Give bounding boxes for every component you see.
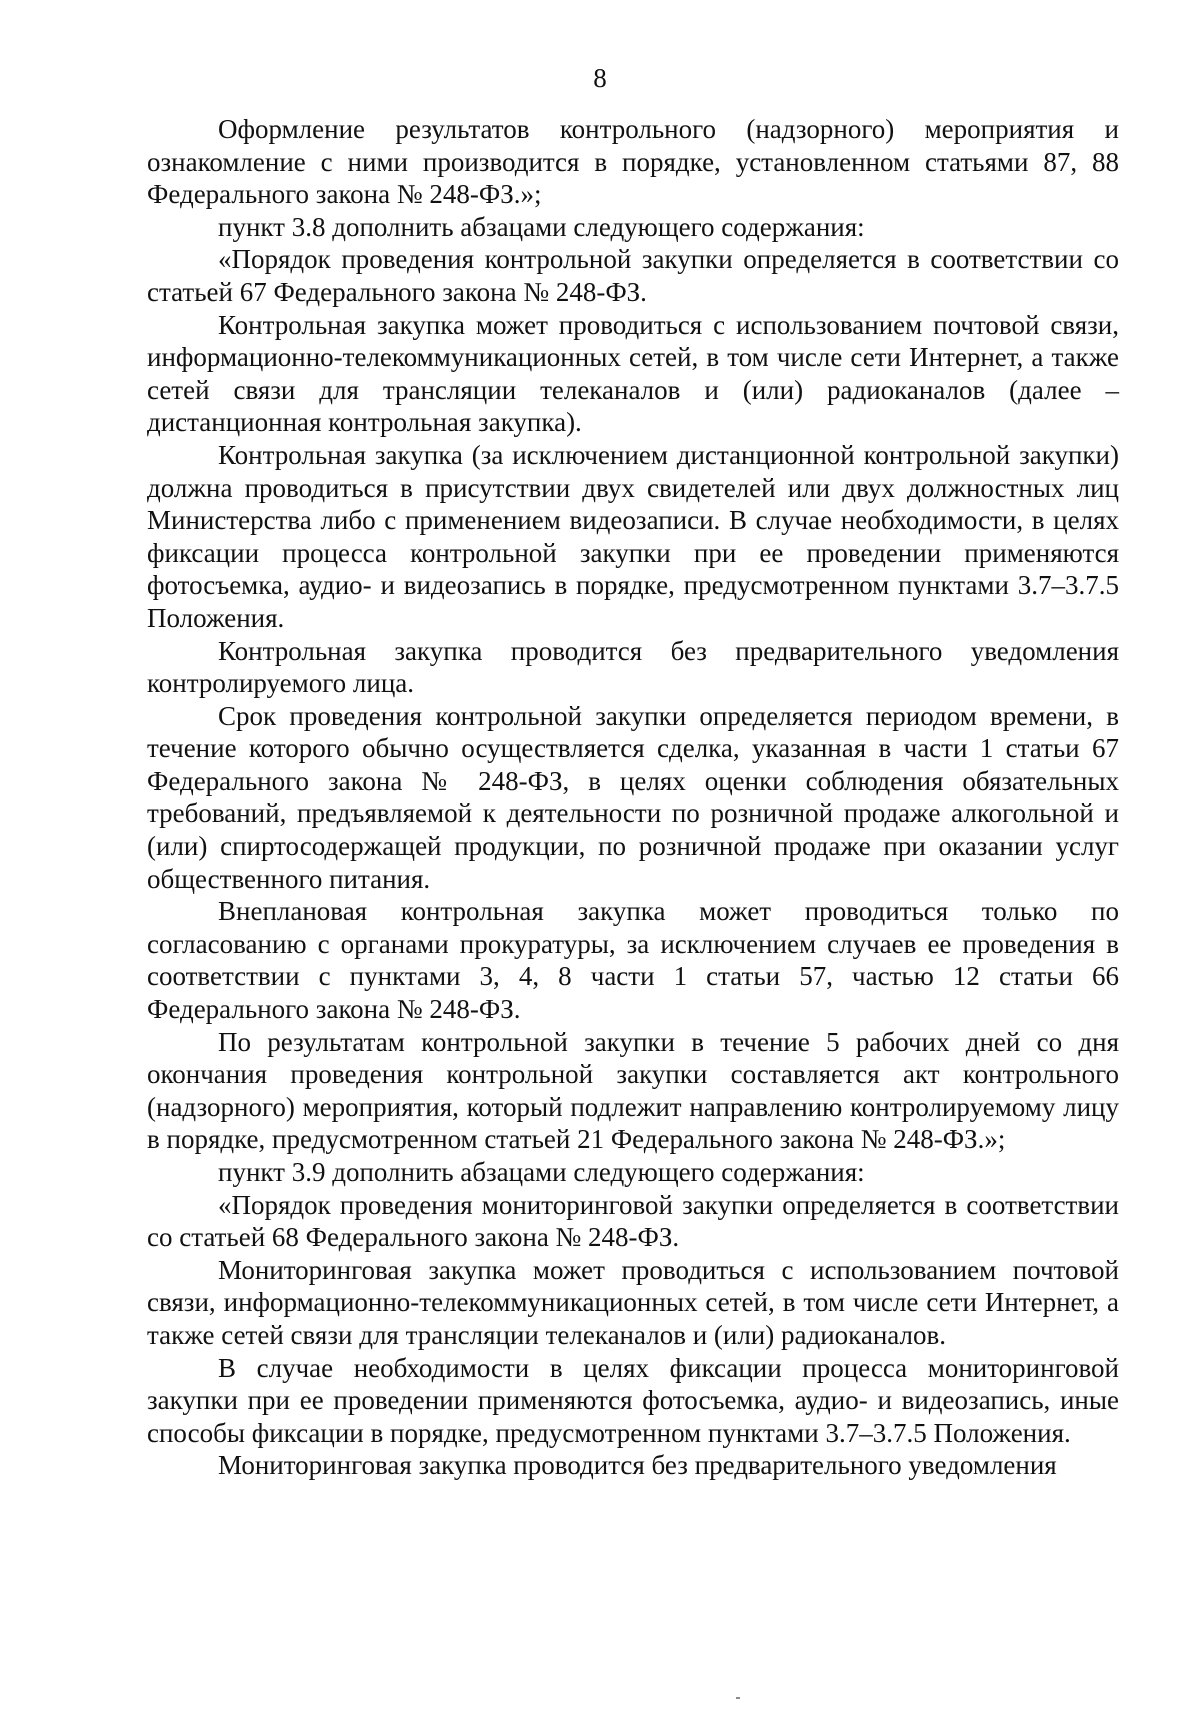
paragraph-5: Контрольная закупка (за исключением дистанционной контрольной закупки) должна проводиться в присутствии двух свидетелей или двух должностных лиц Министерства либо с применением видеозаписи. В случае необходимости, в целях фиксации процесса контрольной закупки при ее проведении применяются фотосъемка, аудио- и видеозапись в порядке, предусмотренном пунктами 3.7–3.7.5 Положения.: [147, 439, 1119, 633]
paragraph-11: «Порядок проведения мониторинговой закупки определяется в соответствии со статьей 68 Федерального закона № 248-ФЗ.: [147, 1189, 1119, 1253]
paragraph-7: Срок проведения контрольной закупки определяется периодом времени, в течение которого обычно осуществляется сделка, указанная в части 1 статьи 67 Федерального закона № 248-ФЗ, в целях оценки соблюдения обязательных требований, предъявляемой к деятельности по розничной продаже алкогольной и (или) спиртосодержащей продукции, по розничной продаже при оказании услуг общественного питания.: [147, 700, 1119, 894]
paragraph-3: «Порядок проведения контрольной закупки определяется в соответствии со статьей 67 Федерального закона № 248-ФЗ.: [147, 244, 1119, 307]
paragraph-9: По результатам контрольной закупки в течение 5 рабочих дней со дня окончания проведения контрольной закупки составляется акт контрольного (надзорного) мероприятия, который подлежит направлению контролируемому лицу в порядке, предусмотренном статьей 21 Федерального закона № 248-ФЗ.»;: [147, 1026, 1119, 1155]
paragraph-2: пункт 3.8 дополнить абзацами следующего содержания:: [218, 211, 865, 242]
paragraph-8: Внеплановая контрольная закупка может проводиться только по согласованию с органами прокуратуры, за исключением случаев ее проведения в соответствии с пунктами 3, 4, 8 части 1 статьи 57, частью 12 статьи 66 Федерального закона № 248-ФЗ.: [147, 896, 1119, 1025]
paragraph-12: Мониторинговая закупка может проводиться с использованием почтовой связи, информационно-телекоммуникационных сетей, в том числе сети Интернет, а также сетей связи для трансляции телеканалов и (или) радиоканалов.: [147, 1254, 1119, 1350]
document-body: [147, 113, 1119, 1482]
paragraph-10: пункт 3.9 дополнить абзацами следующего содержания:: [218, 1157, 865, 1187]
page-number: 8: [593, 63, 607, 93]
paragraph-4: Контрольная закупка может проводиться с использованием почтовой связи, информационно-телекоммуникационных сетей, в том числе сети Интернет, а также сетей связи для трансляции телеканалов и (или) радиоканалов (далее – дистанционная контрольная закупка).: [147, 309, 1119, 438]
paragraph-1: Оформление результатов контрольного (надзорного) мероприятия и ознакомление с ними производится в порядке, установленном статьями 87, 88 Федерального закона № 248-ФЗ.»;: [147, 114, 1119, 210]
paragraph-14: Мониторинговая закупка проводится без предварительного уведомления: [218, 1450, 1057, 1481]
paragraph-13: В случае необходимости в целях фиксации процесса мониторинговой закупки при ее проведении применяются фотосъемка, аудио- и видеозапись, иные способы фиксации в порядке, предусмотренном пунктами 3.7–3.7.5 Положения.: [147, 1352, 1119, 1448]
paragraph-6: Контрольная закупка проводится без предварительного уведомления контролируемого лица.: [147, 635, 1119, 699]
scan-artifact-mark: [736, 1697, 740, 1699]
